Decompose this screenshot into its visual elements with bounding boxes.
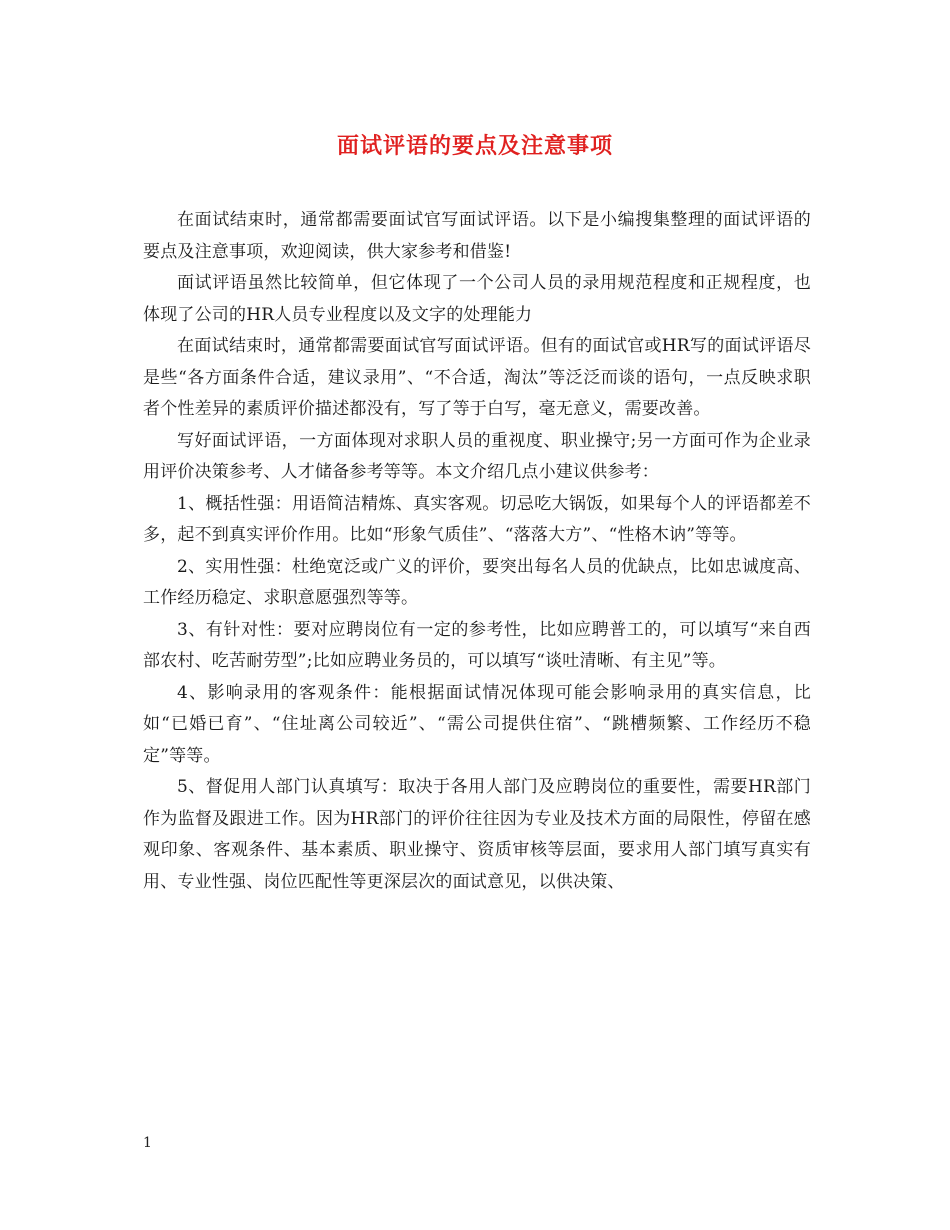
page-number: 1: [143, 1135, 152, 1151]
paragraph-purpose: 写好面试评语，一方面体现对求职人员的重视度、职业操守;另一方面可作为企业录用评价决策参考、人才储备参考等等。本文介绍几点小建议供参考：: [143, 430, 811, 482]
paragraph-importance: 面试评语虽然比较简单，但它体现了一个公司人员的录用规范程度和正规程度，也体现了公司的HR人员专业程度以及文字的处理能力: [143, 273, 811, 325]
list-item-5: 5、督促用人部门认真填写：取决于各用人部门及应聘岗位的重要性，需要HR部门作为监督及跟进工作。因为HR部门的评价往往因为专业及技术方面的局限性，停留在感观印象、客观条件、基本素质、职业操守、资质审核等层面，要求用人部门填写真实有用、专业性强、岗位匹配性等更深层次的面试意见，以供决策、: [143, 777, 811, 892]
list-item-3: 3、有针对性：要对应聘岗位有一定的参考性，比如应聘普工的，可以填写“来自西部农村、吃苦耐劳型”;比如应聘业务员的，可以填写“谈吐清晰、有主见”等。: [143, 619, 811, 671]
list-item-2: 2、实用性强：杜绝宽泛或广义的评价，要突出每名人员的优缺点，比如忠诚度高、工作经历稳定、求职意愿强烈等等。: [143, 556, 811, 608]
list-item-4: 4、影响录用的客观条件：能根据面试情况体现可能会影响录用的真实信息，比如“已婚已育”、“住址离公司较近”、“需公司提供住宿”、“跳槽频繁、工作经历不稳定”等等。: [143, 682, 811, 766]
list-item-1: 1、概括性强：用语简洁精炼、真实客观。切忌吃大锅饭，如果每个人的评语都差不多，起不到真实评价作用。比如“形象气质佳”、“落落大方”、“性格木讷”等等。: [143, 493, 811, 545]
document-title: 面试评语的要点及注意事项: [336, 133, 613, 159]
paragraph-intro: 在面试结束时，通常都需要面试官写面试评语。以下是小编搜集整理的面试评语的要点及注意事项，欢迎阅读，供大家参考和借鉴!: [143, 210, 811, 262]
paragraph-problem: 在面试结束时，通常都需要面试官写面试评语。但有的面试官或HR写的面试评语尽是些“各方面条件合适，建议录用”、“不合适，淘汰”等泛泛而谈的语句，一点反映求职者个性差异的素质评价描述都没有，写了等于白写，毫无意义，需要改善。: [143, 336, 811, 419]
document-body: [143, 205, 811, 898]
